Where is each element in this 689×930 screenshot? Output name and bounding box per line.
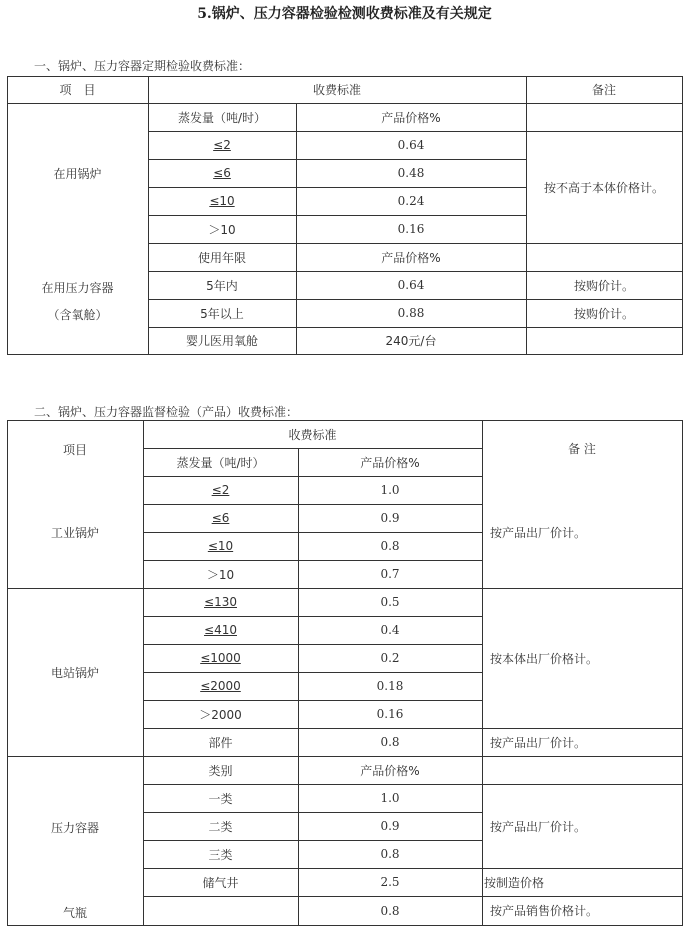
t2-parts-val: 0.8 <box>380 735 400 749</box>
t2-pv-sub-price: 产品价格% <box>360 763 420 778</box>
t2-tank-note: 按制造价格 <box>484 875 545 890</box>
t1-sub-price2: 产品价格% <box>381 250 441 265</box>
t1-boiler-cond: ≤10 <box>209 194 235 208</box>
t2-pv-cond: 三类 <box>208 847 233 862</box>
t2-pv-sub-type: 类别 <box>208 763 233 778</box>
t2-pv-val: 0.8 <box>380 847 400 861</box>
t2-power-cond: ≤2000 <box>200 679 241 693</box>
t2-industrial-val: 0.7 <box>380 567 400 581</box>
t2-industrial-cond: ＞10 <box>206 567 235 582</box>
t2-industrial-note: 按产品出厂价计。 <box>490 525 587 540</box>
t2-tank-label: 储气井 <box>202 875 239 890</box>
t1-sub-evaporation: 蒸发量（吨/时） <box>177 110 267 125</box>
t1-boiler-val: 0.16 <box>397 222 425 236</box>
t1-boiler-label: 在用锅炉 <box>53 166 102 181</box>
t2-parts-label: 部件 <box>208 735 233 750</box>
t2-industrial-val: 0.8 <box>380 539 400 553</box>
t2-sub-price: 产品价格% <box>360 455 420 470</box>
t2-industrial-val: 0.9 <box>380 511 400 525</box>
t1-boiler-note: 按不高于本体价格计。 <box>543 180 664 195</box>
t2-power-cond: ＞2000 <box>199 707 242 722</box>
t1-infant-val: 240元/台 <box>385 334 437 348</box>
t1-sub-years: 使用年限 <box>197 250 246 265</box>
t2-header-item: 项目 <box>62 442 87 457</box>
t1-vessel-cond: 5年以上 <box>200 306 244 321</box>
t2-tank-val: 2.5 <box>380 875 400 889</box>
t2-industrial-cond: ≤2 <box>211 483 230 497</box>
t1-vessel-label: 在用压力容器 <box>41 280 114 295</box>
section2-heading: 二、锅炉、压力容器监督检验（产品）收费标准： <box>34 405 299 419</box>
t1-vessel-note: 按购价计。 <box>573 306 634 321</box>
t2-power-cond: ≤1000 <box>200 651 241 665</box>
t1-header-item: 项 目 <box>59 83 96 97</box>
t2-pv-note: 按产品出厂价计。 <box>490 819 587 834</box>
t1-vessel-val: 0.64 <box>397 278 425 292</box>
t2-power-val: 0.5 <box>380 595 400 609</box>
t2-pv-cond: 二类 <box>208 819 233 834</box>
t2-parts-note: 按产品出厂价计。 <box>490 735 587 750</box>
t2-industrial-cond: ≤6 <box>211 511 230 525</box>
t2-pv-label: 压力容器 <box>50 820 99 835</box>
t2-industrial-label: 工业锅炉 <box>50 525 99 540</box>
t1-boiler-cond: ＞10 <box>208 222 236 237</box>
t1-boiler-val: 0.64 <box>397 138 425 152</box>
t2-header-note: 备 注 <box>568 441 596 456</box>
t2-power-val: 0.18 <box>376 679 404 693</box>
t2-header-fee: 收费标准 <box>288 427 337 442</box>
t1-vessel-label-sub: （含氧舱） <box>47 307 108 322</box>
t2-sub-evaporation: 蒸发量（吨/时） <box>176 455 265 470</box>
t2-power-val: 0.4 <box>380 623 400 637</box>
t2-cylinder-val: 0.8 <box>380 903 400 918</box>
t1-sub-price: 产品价格% <box>381 110 441 125</box>
t1-infant-label: 婴儿医用氧舱 <box>185 334 258 348</box>
t2-pv-val: 1.0 <box>380 791 400 805</box>
t1-vessel-cond: 5年内 <box>206 278 238 293</box>
t2-industrial-val: 1.0 <box>380 483 400 497</box>
t2-pv-val: 0.9 <box>380 819 400 833</box>
t1-vessel-note: 按购价计。 <box>573 278 634 293</box>
t1-boiler-val: 0.24 <box>397 194 425 208</box>
page-title: 5.锅炉、压力容器检验检测收费标准及有关规定 <box>197 6 492 22</box>
t2-power-val: 0.2 <box>380 651 400 665</box>
t1-boiler-cond: ≤6 <box>213 166 231 180</box>
t1-vessel-val: 0.88 <box>397 306 425 320</box>
t1-boiler-val: 0.48 <box>397 166 425 180</box>
t2-power-cond: ≤130 <box>204 595 237 609</box>
t2-power-label: 电站锅炉 <box>50 665 99 680</box>
t2-cylinder-note: 按产品销售价格计。 <box>490 904 599 918</box>
section1-heading: 一、锅炉、压力容器定期检验收费标准： <box>34 59 251 73</box>
t1-header-note: 备注 <box>591 83 616 97</box>
t2-power-note: 按本体出厂价格计。 <box>490 651 599 666</box>
t2-power-val: 0.16 <box>376 707 404 721</box>
t1-boiler-cond: ≤2 <box>213 138 231 152</box>
t2-industrial-cond: ≤10 <box>207 539 234 553</box>
t2-cylinder-label: 气瓶 <box>62 905 87 920</box>
t2-power-cond: ≤410 <box>204 623 237 637</box>
t2-pv-cond: 一类 <box>208 791 233 806</box>
t1-header-fee: 收费标准 <box>312 83 361 97</box>
